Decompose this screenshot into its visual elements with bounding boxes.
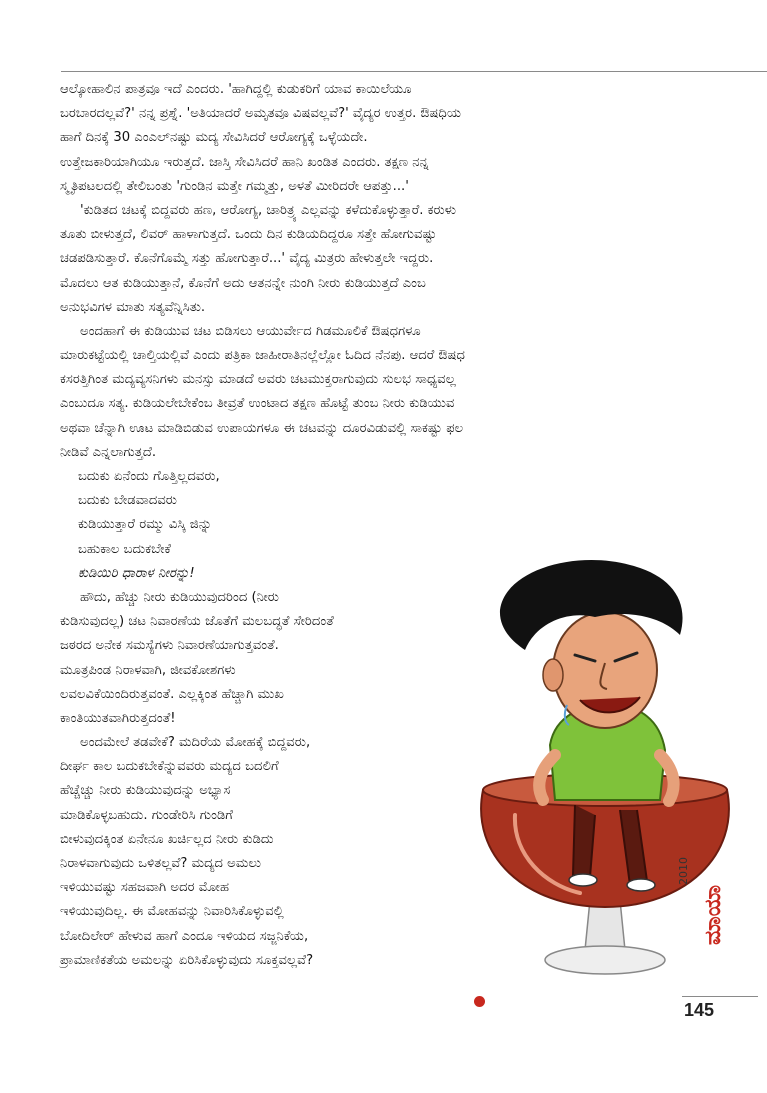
text-line: ಮೂತ್ರಪಿಂಡ ನಿರಾಳವಾಗಿ, ಜೀವಕೋಶಗಳು (60, 662, 236, 678)
text-line: ತೂತು ಬೀಳುತ್ತದೆ, ಲಿವರ್ ಹಾಳಾಗುತ್ತದೆ. ಒಂದು ದಿನ ಕುಡಿಯದಿದ್ದರೂ ಸತ್ತೇ ಹೋಗುವಷ್ಟು (60, 227, 437, 243)
text-line: ಹೌದು, ಹೆಚ್ಚು ನೀರು ಕುಡಿಯುವುದರಿಂದ (ನೀರು (80, 589, 279, 605)
text-line: ಬೋದಿಲೇರ್ ಹೇಳುವ ಹಾಗೆ ಎಂದೂ ಇಳಿಯದ ಸಜ್ಜನಿಕೆಯ, (60, 928, 309, 944)
ear (543, 659, 563, 691)
text-line: ಇಳಿಯುವಷ್ಟು ಸಹಜವಾಗಿ ಅದರ ಮೋಹ (60, 880, 230, 896)
poem-line: ಬದುಕು ಏನೆಂದು ಗೊತ್ತಿಲ್ಲದವರು, (78, 469, 220, 484)
shoe (569, 874, 597, 886)
bottom-rule (682, 996, 758, 997)
text-line: ಕಾಂತಿಯುತವಾಗಿರುತ್ತದಂತೆ! (60, 710, 176, 726)
cartoon-illustration (455, 555, 755, 995)
text-line: ಚಡಪಡಿಸುತ್ತಾರೆ. ಕೊನೆಗೊಮ್ಮೆ ಸತ್ತು ಹೋಗುತ್ತಾರೆ...' ವೈದ್ಯ ಮಿತ್ರರು ಹೇಳುತ್ತಲೇ ಇದ್ದರು. (60, 251, 434, 267)
glass-bowl (481, 790, 729, 907)
text-line: ಅಂದಮೇಲೆ ತಡವೇಕೆ? ಮದಿರೆಯ ಮೋಹಕ್ಕೆ ಬಿದ್ದವರು, (80, 735, 311, 751)
text-line: ಎಂಬುದೂ ಸತ್ಯ. ಕುಡಿಯಲೇಬೇಕೆಂಬ ತೀವ್ರತೆ ಉಂಟಾದ ತಕ್ಷಣ ಹೊಟ್ಟೆ ತುಂಬ ನೀರು ಕುಡಿಯುವ (60, 396, 455, 412)
glass-foot (545, 946, 665, 974)
date-mark: 2010 (677, 857, 690, 885)
text-line: 'ಕುಡಿತದ ಚಟಕ್ಕೆ ಬಿದ್ದವರು ಹಣ, ಆರೋಗ್ಯ, ಚಾರಿತ್ರ್ಯ ಎಲ್ಲವನ್ನು ಕಳೆದುಕೊಳ್ಳುತ್ತಾರೆ. ಕರುಳು (80, 202, 457, 218)
text-line: ದೀರ್ಘ ಕಾಲ ಬದುಕಬೇಕೆನ್ನುವವರು ಮದ್ಯದ ಬದಲಿಗೆ (60, 759, 279, 775)
text-line: ಹಾಗೆ ದಿನಕ್ಕೆ 30 ಎಂಎಲ್‌ನಷ್ಟು ಮದ್ಯ ಸೇವಿಸಿದರೆ ಆರೋಗ್ಯಕ್ಕೆ ಒಳ್ಳೆಯದೇ. (60, 130, 368, 146)
page-bullet (474, 996, 485, 1007)
page-number: 145 (684, 1000, 715, 1020)
text-line: ಜಠರದ ಅನೇಕ ಸಮಸ್ಯೆಗಳು ನಿವಾರಣೆಯಾಗುತ್ತವಂತೆ. (60, 638, 279, 654)
text-line: ನಿರಾಳವಾಗುವುದು ಒಳಿತಲ್ಲವೆ? ಮದ್ಯದ ಅಮಲು (60, 856, 262, 871)
artist-signature: ಮಾಯಾ (701, 884, 726, 945)
text-line: ಮಾರುಕಟ್ಟೆಯಲ್ಲಿ ಚಾಲ್ತಿಯಲ್ಲಿವೆ ಎಂದು ಪತ್ರಿಕಾ ಜಾಹೀರಾತಿನಲ್ಲೆಲ್ಲೋ ಓದಿದ ನೆನಪು. ಆದರೆ ಔಷಧ (60, 348, 465, 364)
text-line: ಪ್ರಾಮಾಣಿಕತೆಯ ಅಮಲನ್ನು ಏರಿಸಿಕೊಳ್ಳುವುದು ಸೂಕ್ತವಲ್ಲವೆ? (60, 952, 314, 968)
text-line: ಮೊದಲು ಆತ ಕುಡಿಯುತ್ತಾನೆ, ಕೊನೆಗೆ ಅದು ಆತನನ್ನೇ ನುಂಗಿ ನೀರು ಕುಡಿಯುತ್ತದೆ ಎಂಬ (60, 275, 426, 291)
poem-line: ಕುಡಿಯುತ್ತಾರೆ ರಮ್ಮು ವಿಸ್ಕಿ ಜಿನ್ನು (78, 517, 213, 533)
poem-line: ಕುಡಿಯಿರಿ ಧಾರಾಳ ನೀರನ್ನು! (78, 565, 195, 581)
text-line: ಅಥವಾ ಚೆನ್ನಾಗಿ ಊಟ ಮಾಡಿಬಿಡುವ ಉಪಾಯಗಳೂ ಈ ಚಟವನ್ನು ದೂರವಿಡುವಲ್ಲಿ ಸಾಕಷ್ಟು ಫಲ (60, 420, 464, 436)
text-line: ಕುಡಿಸುವುದಲ್ಲ) ಚಟ ನಿವಾರಣೆಯ ಜೊತೆಗೆ ಮಲಬದ್ಧತೆ ಸೇರಿದಂತೆ (60, 614, 334, 630)
text-line: ಲವಲವಿಕೆಯಿಂದಿರುತ್ತವಂತೆ. ಎಲ್ಲಕ್ಕಿಂತ ಹೆಚ್ಚಾಗಿ ಮುಖ (60, 686, 284, 702)
top-rule (61, 71, 767, 72)
text-line: ನೀಡಿವೆ ಎನ್ನಲಾಗುತ್ತದೆ. (60, 444, 157, 460)
text-line: ಕಸರತ್ತಿಗಿಂತ ಮದ್ಯವ್ಯಸನಿಗಳು ಮನಸ್ಸು ಮಾಡದೆ ಅವರು ಚಟಮುಕ್ತರಾಗುವುದು ಸುಲಭ ಸಾಧ್ಯವಲ್ಲ (60, 372, 456, 388)
text-line: ಆಲ್ಕೋಹಾಲಿನ ಪಾತ್ರವೂ ಇದೆ ಎಂದರು. 'ಹಾಗಿದ್ದಲ್ಲಿ ಕುಡುಕರಿಗೆ ಯಾವ ಕಾಯಿಲೆಯೂ (60, 82, 412, 97)
text-line: ಉತ್ತೇಜಕಾರಿಯಾಗಿಯೂ ಇರುತ್ತದೆ. ಜಾಸ್ತಿ ಸೇವಿಸಿದರೆ ಹಾನಿ ಖಂಡಿತ ಎಂದರು. ತಕ್ಷಣ ನನ್ನ (60, 154, 429, 170)
text-line: ಅನುಭವಿಗಳ ಮಾತು ಸತ್ಯವೆನ್ನಿಸಿತು. (60, 299, 206, 315)
text-line: ಇಳಿಯುವುದಿಲ್ಲ. ಈ ಮೋಹವನ್ನು ನಿವಾರಿಸಿಕೊಳ್ಳುವಲ್ಲಿ (60, 904, 284, 920)
text-line: ಹೆಚ್ಚೆಚ್ಚು ನೀರು ಕುಡಿಯುವುದನ್ನು ಅಭ್ಯಾಸ (60, 783, 231, 799)
text-line: ಅಂದಹಾಗೆ ಈ ಕುಡಿಯುವ ಚಟ ಬಿಡಿಸಲು ಆಯುರ್ವೇದ ಗಿಡಮೂಲಿಕೆ ಔಷಧಗಳೂ (80, 323, 421, 339)
text-line: ಬೀಳುವುದಕ್ಕಿಂತ ಏನೇನೂ ಖರ್ಚಿಲ್ಲದ ನೀರು ಕುಡಿದು (60, 831, 274, 847)
text-line: ಬರಬಾರದಲ್ಲವೆ?' ನನ್ನ ಪ್ರಶ್ನೆ. 'ಅತಿಯಾದರೆ ಅಮೃತವೂ ವಿಷವಲ್ಲವೆ?' ವೈದ್ಯರ ಉತ್ತರ. ಔಷಧಿಯ (60, 106, 462, 122)
text-line: ಮಾಡಿಕೊಳ್ಳಬಹುದು. ಗುಂಡೇರಿಸಿ ಗುಂಡಿಗೆ (60, 807, 233, 823)
shoe (627, 879, 655, 891)
poem-line: ಬಹುಕಾಲ ಬದುಕಬೇಕೆ (78, 541, 171, 557)
text-line: ಸ್ಮೃತಿಪಟಲದಲ್ಲಿ ತೇಲಿಬಂತು 'ಗುಂಡಿನ ಮತ್ತೇ ಗಮ್ಮತ್ತು, ಅಳತೆ ಮೀರಿದರೇ ಆಪತ್ತು...' (60, 178, 409, 194)
poem-line: ಬದುಕು ಬೇಡವಾದವರು (78, 493, 177, 509)
